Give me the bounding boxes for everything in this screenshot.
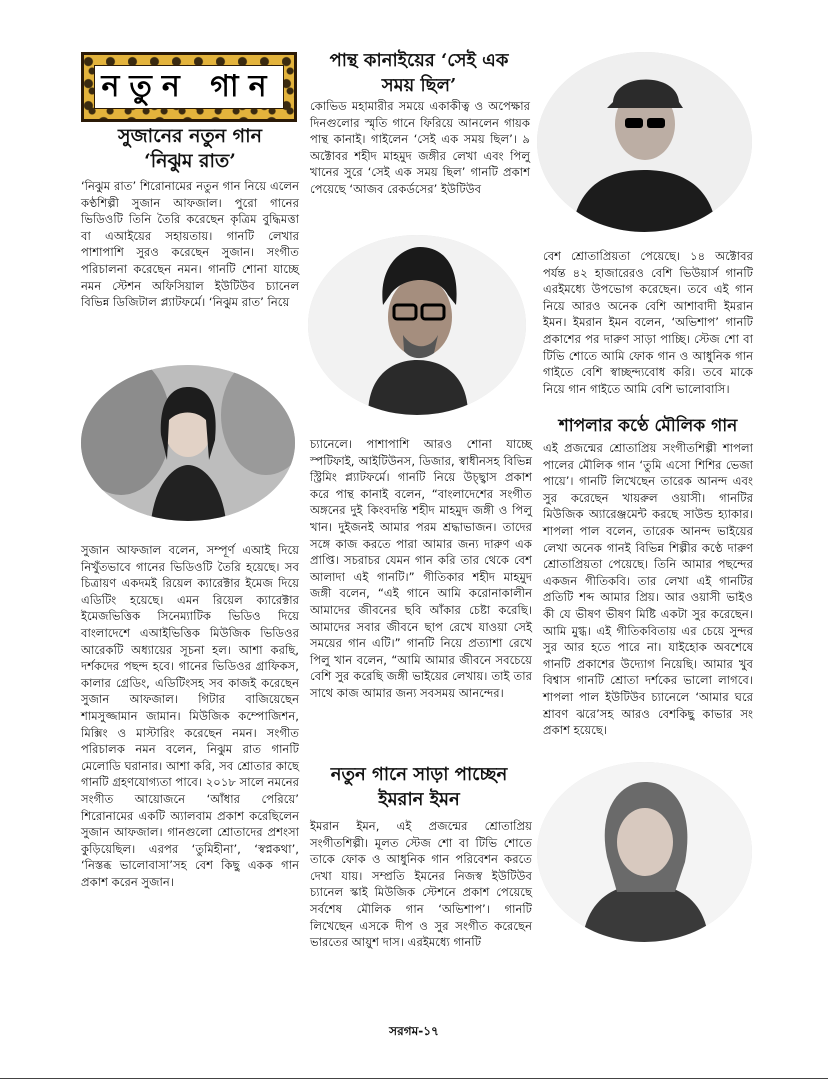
photo-shapla-illustration	[537, 762, 752, 942]
photo-imran-illustration	[537, 52, 752, 232]
article-sujan-title-line1: সুজানের নতুন গান	[118, 125, 262, 147]
article-panthu-title-line2: সময় ছিল’	[381, 75, 457, 96]
photo-sujan-illustration	[81, 365, 295, 521]
article-imran-heading	[305, 762, 533, 812]
photo-imran-emon	[537, 52, 752, 232]
photo-shapla-pal	[537, 762, 752, 942]
article-sujan-heading	[81, 124, 299, 174]
article-panthu-paragraph-1: কোভিড মহামারীর সময়ে একাকীত্ব ও অপেক্ষার দিনগুলোর স্মৃতি গানে ফিরিয়ে আনলেন গায়ক পান্থ কানাই। গাইলেন ‘সেই এক সময় ছিল’। ৯ অক্টোবর শহীদ মাহমুদ জঙ্গীর লেখা এবং পিলু খানের সুরে ‘সেই এক সময় ছিল’ গানটি প্রকাশ পেয়েছে ‘আজব রেকর্ডসের’ ইউটিউব	[310, 99, 530, 196]
article-imran-paragraph-2: বেশ শ্রোতাপ্রিয়তা পেয়েছে। ১৪ অক্টোবর পর্যন্ত ৪২ হাজারেরও বেশি ভিউয়ার্স গানটি এরইমধ্যে উপভোগ করেছেন। তবে এই গান নিয়ে আরও অনেক বেশি আশাবাদী ইমরান ইমন। ইমরান ইমন বলেন, ‘অভিশাপ’ গানটি প্রকাশের পর দারুণ সাড়া পাচ্ছি। স্টেজ শো বা টিভি শোতে আমি ফোক গান ও আধুনিক গান গাইতে বেশি স্বাচ্ছন্দ্যবোধ করি। তবে মাকে নিয়ে গান গাইতে আমি বেশি ভালোবাসি।	[543, 249, 753, 396]
article-panthu-heading	[305, 48, 533, 98]
article-imran-title-line1: নতুন গানে সাড়া পাচ্ছেন	[330, 764, 508, 785]
bottom-rule	[0, 1078, 828, 1079]
banner-title: নতুন গান	[101, 68, 277, 104]
photo-panthu-illustration	[308, 235, 526, 415]
article-panthu-title-line1: পান্থ কানাইয়ের ‘সেই এক	[329, 50, 509, 71]
banner-inner	[94, 65, 284, 109]
article-sujan-paragraph-2: সুজান আফজাল বলেন, সম্পূর্ণ এআই দিয়ে নিখুঁতভাবে গানের ভিডিওটি তৈরি হয়েছে। সব চিত্রায়ণ একদমই রিয়েল ক্যারেক্টার ইমেজ দিয়ে এডিটিং হয়েছে। এমন রিয়েল ক্যারেক্টার ইমেজভিত্তিক সিনেম্যাটিক ভিডিও দিয়ে বাংলাদেশে এআইভিত্তিক মিউজিক ভিডিওর আরেকটি অধ্যায়ের সূচনা হল। আশা করছি, দর্শকদের পছন্দ হবে। গানের ভিডিওর গ্রাফিকস, কালার গ্রেডিং, এডিটিংসহ সব কাজই করেছেন সুজান আফজাল। গিটার বাজিয়েছেন শামসুজ্জামান জামান। মিউজিক কম্পোজিশন, মিক্সিং ও মাস্টারিং করেছেন নমন। সংগীত পরিচালক নমন বলেন, নিঝুম রাত গানটি মেলোডি ঘরানার। আশা করি, সব শ্রোতার কাছে গানটি গ্রহণযোগ্যতা পাবে। ২০১৮ সালে নমনের সংগীত আয়োজনে ‘আঁধার পেরিয়ে’ শিরোনামের একটি অ্যালবাম প্রকাশ করেছিলেন সুজান আফজাল। গানগুলো শ্রোতাদের প্রশংসা কুড়িয়েছিল। এরপর ‘তুমিহীনা’, ‘স্বপ্নকথা’, ‘নিস্তব্ধ ভালোবাসা’সহ বেশ কিছু একক গান প্রকাশ করেন সুজান।	[81, 543, 299, 889]
photo-panthu-kanai	[308, 235, 526, 415]
article-sujan-title-line2: ‘নিঝুম রাত’	[144, 150, 236, 172]
article-imran-paragraph-1: ইমরান ইমন, এই প্রজন্মের শ্রোতাপ্রিয় সংগীতশিল্পী। মূলত স্টেজ শো বা টিভি শোতে তাকে ফোক ও আধুনিক গান পরিবেশন করতে দেখা যায়। সম্প্রতি ইমনের নিজস্ব ইউটিউব চ্যানেল স্কাই মিউজিক স্টেশনে প্রকাশ পেয়েছে সর্বশেষ মৌলিক গান ‘অভিশাপ’। গানটি লিখেছেন এসকে দীপ ও সুর সংগীত করেছেন ভারতের আয়ুশ দাস। এরইমধ্যে গানটি	[310, 819, 532, 950]
article-sujan-paragraph-1: ‘নিঝুম রাত’ শিরোনামের নতুন গান নিয়ে এলেন কণ্ঠশিল্পী সুজান আফজাল। পুরো গানের ভিডিওটি তিনি তৈরি করেছেন কৃত্রিম বুদ্ধিমত্তা বা এআইয়ের সহায়তায়। গানটি লেখার পাশাপাশি সুরও করেছেন সুজান। সংগীত পরিচালনা করেছেন নমন। গানটি শোনা যাচ্ছে নমন স্টেশন অফিসিয়াল ইউটিউব চ্যানেল বিভিন্ন ডিজিটাল প্ল্যাটফর্মে। ‘নিঝুম রাত’ নিয়ে	[81, 179, 299, 310]
photo-sujan	[81, 365, 295, 521]
article-shapla-title: শাপলার কণ্ঠে মৌলিক গান	[558, 416, 738, 436]
article-imran-title-line2: ইমরান ইমন	[378, 789, 460, 810]
article-panthu-paragraph-2: চ্যানেলে। পাশাপাশি আরও শোনা যাচ্ছে স্পটিফাই, আইটিউনস, ডিজার, স্বাধীনসহ বিভিন্ন স্ট্রিমিং প্ল্যাটফর্মে। গানটি নিয়ে উচ্ছ্বাস প্রকাশ করে পান্থ কানাই বলেন, “বাংলাদেশের সংগীত অঙ্গনের দুই কিংবদন্তি শহীদ মাহমুদ জঙ্গী ও পিলু খান। দুইজনই আমার পরম শ্রদ্ধাভাজন। তাদের সঙ্গে কাজ করতে পারা আমার জন্য দারুণ এক প্রাপ্তি। সচরাচর যেমন গান করি তার থেকে বেশ আলাদা এই গানটি।” গীতিকার শহীদ মাহমুদ জঙ্গী বলেন, “এই গানে আমি করোনাকালীন আমাদের জীবনের ছবি আঁকার চেষ্টা করেছি। আমাদের সবার জীবনে ছাপ রেখে যাওয়া সেই সময়ের গান এটি।” গানটি নিয়ে প্রত্যাশা রেখে পিলু খান বলেন, “আমি আমার জীবনে সবচেয়ে বেশি সুর করেছি জঙ্গী ভাইয়ের লেখায়। তাই তার সাথে কাজ আমার জন্য সবসময় আনন্দের।	[310, 437, 532, 700]
section-banner	[81, 52, 297, 122]
article-shapla-paragraph-1: এই প্রজন্মের শ্রোতাপ্রিয় সংগীতশিল্পী শাপলা পালের মৌলিক গান ‘তুমি এসো শিশির ভেজা পায়ে’। গানটি লিখেছেন তারেক আনন্দ এবং সুর করেছেন খায়রুল ওয়াসী। গানটির মিউজিক অ্যারেঞ্জমেন্ট করছে সাউন্ড হ্যাকার। শাপলা পাল বলেন, তারেক আনন্দ ভাইয়ের লেখা অনেক গানই বিভিন্ন শিল্পীর কণ্ঠে দারুণ শ্রোতাপ্রিয়তা পেয়েছে। তিনি আমার পছন্দের একজন গীতিকবি। তার লেখা এই গানটির প্রতিটি শব্দ আমার প্রিয়। আর ওয়াসী ভাইও কী যে ভীষণ ভীষণ মিষ্টি একটা সুর করেছেন। আমি মুগ্ধ। এই গীতিকবিতায় এর চেয়ে সুন্দর সুর আর হতে পারে না। যাইহোক অবশেষে গানটি প্রকাশের উদ্যোগ নিয়েছি। আমার খুব বিশ্বাস গানটি শ্রোতা দর্শকের ভালো লাগবে। শাপলা পাল ইউটিউব চ্যানেলে ‘আমার ঘরে শ্রাবণ ঝরে’সহ আরও বেশকিছু কাভার সং প্রকাশ হয়েছে।	[543, 441, 753, 738]
page-number: সরগম-১৭	[389, 1024, 439, 1038]
